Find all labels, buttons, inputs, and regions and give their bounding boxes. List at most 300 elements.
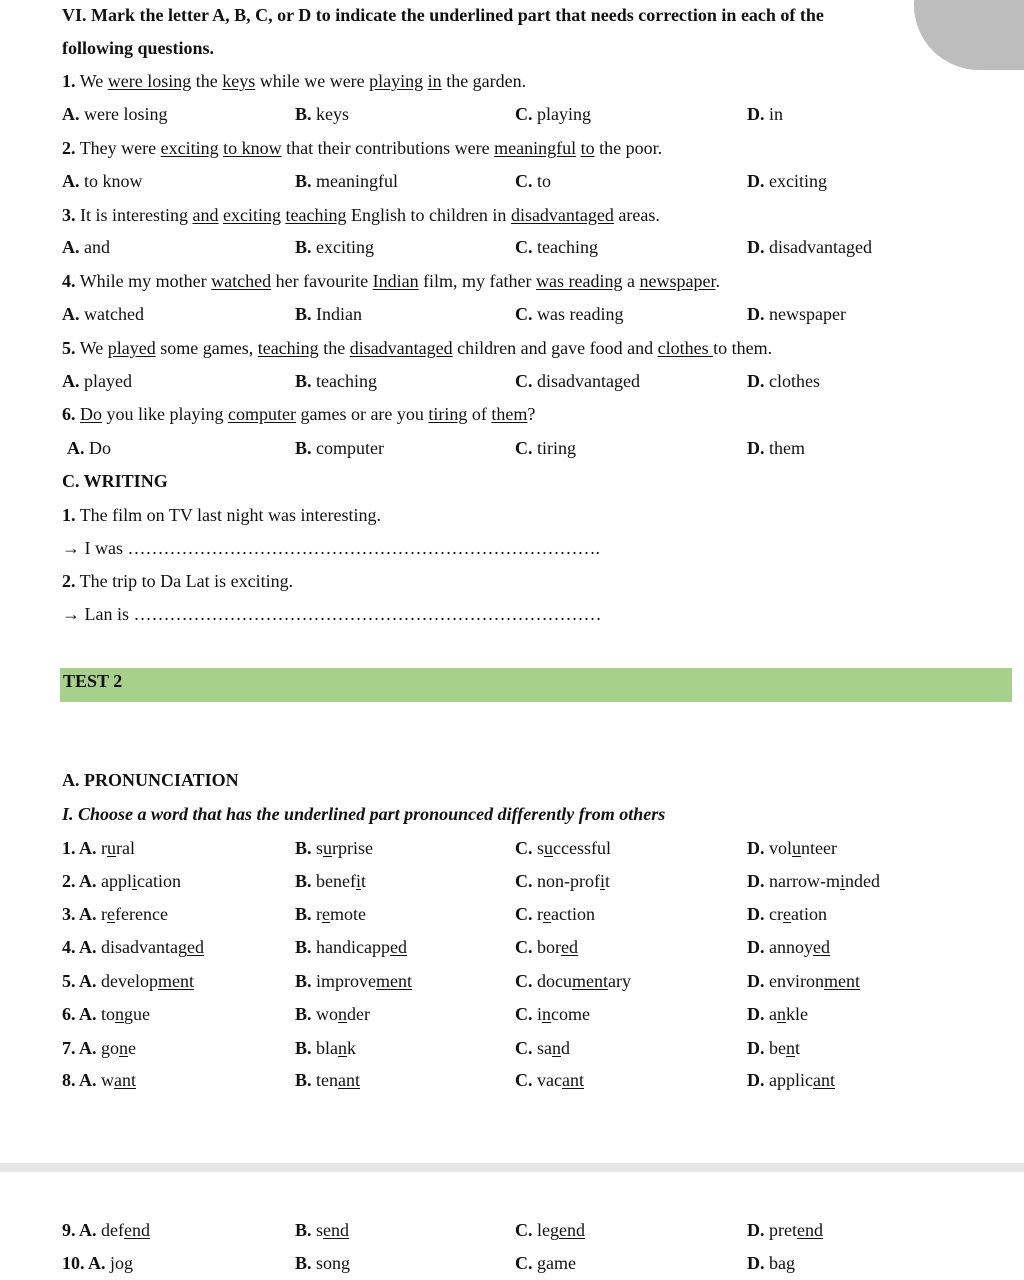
- option-a[interactable]: [62, 303, 144, 325]
- option-value: Do: [84, 438, 111, 458]
- option-letter: C.: [515, 1220, 537, 1240]
- pron-row-9-option-d[interactable]: [747, 1219, 823, 1241]
- word-text: non-prof: [537, 871, 600, 891]
- question-underlined-part: them: [491, 404, 528, 424]
- word-text: appl: [101, 871, 133, 891]
- option-c[interactable]: [515, 170, 551, 192]
- option-d[interactable]: [747, 303, 846, 325]
- page-divider: [0, 1163, 1024, 1172]
- question-text: games or are you: [295, 404, 429, 424]
- pron-row-4-option-d[interactable]: [747, 936, 830, 958]
- arrow-icon: →: [62, 604, 80, 624]
- option-c[interactable]: [515, 103, 591, 125]
- question-text: film, my father: [418, 271, 537, 291]
- option-letter: D.: [747, 371, 765, 391]
- pron-row-10-option-d[interactable]: [747, 1252, 795, 1274]
- word-underlined-part: ant: [114, 1070, 137, 1090]
- word-underlined-part: ed: [187, 937, 204, 957]
- option-letter: D.: [747, 1004, 769, 1024]
- word-text: jog: [110, 1253, 134, 1273]
- option-letter: A.: [62, 171, 80, 191]
- writing-starter: I was: [80, 538, 128, 558]
- word-underlined-part: n: [338, 1038, 348, 1058]
- answer-blank: …………………………………………………………………….: [127, 538, 600, 558]
- word-text: applic: [769, 1070, 813, 1090]
- pron-row-6-option-b[interactable]: [295, 1003, 370, 1025]
- question-underlined-part: teaching: [285, 205, 347, 225]
- word-text: r: [101, 904, 108, 924]
- word-text: docu: [537, 971, 572, 991]
- option-letter: C.: [515, 1004, 537, 1024]
- word-text: e: [128, 1038, 137, 1058]
- option-b[interactable]: [295, 170, 398, 192]
- option-letter: C.: [515, 237, 533, 257]
- option-letter: A.: [62, 371, 80, 391]
- question-number: 4.: [62, 271, 76, 291]
- option-letter: A.: [79, 838, 102, 858]
- writing-sentence-2: [62, 570, 293, 592]
- word-text: improve: [316, 971, 377, 991]
- question-text: We: [79, 338, 108, 358]
- option-value: clothes: [764, 371, 820, 391]
- option-letter: B.: [295, 971, 317, 991]
- word-underlined-part: ment: [823, 971, 860, 991]
- question-underlined-part: disadvantaged: [349, 338, 453, 358]
- word-text: mote: [330, 904, 367, 924]
- word-text: cr: [769, 904, 783, 924]
- writing-starter: Lan is: [80, 604, 134, 624]
- question-underlined-part: tiring: [428, 404, 468, 424]
- option-letter: A.: [79, 1070, 102, 1090]
- option-letter: B.: [295, 371, 312, 391]
- word-underlined-part: g: [786, 1253, 795, 1273]
- question-text: to them.: [713, 338, 773, 358]
- option-letter: C.: [515, 171, 533, 191]
- option-letter: A.: [79, 1038, 102, 1058]
- word-underlined-part: i: [599, 871, 605, 891]
- question-text: .: [715, 271, 720, 291]
- question-underlined-part: were losing: [107, 71, 192, 91]
- option-letter: D.: [747, 904, 769, 924]
- toolbar-overlay: [914, 0, 1024, 70]
- option-letter: B.: [295, 1220, 317, 1240]
- option-letter: B.: [295, 171, 312, 191]
- question-underlined-part: exciting: [222, 205, 281, 225]
- pronunciation-instruction: I. Choose a word that has the underlined part pronounced differently from others: [62, 804, 666, 824]
- question-underlined-part: playing: [369, 71, 424, 91]
- option-letter: D.: [747, 438, 765, 458]
- word-underlined-part: ant: [812, 1070, 835, 1090]
- option-letter: D.: [747, 1220, 769, 1240]
- word-text: t: [795, 1038, 801, 1058]
- option-value: disadvantaged: [764, 237, 872, 257]
- option-letter: B.: [295, 1253, 317, 1273]
- writing-heading: C. WRITING: [62, 471, 168, 491]
- word-text: nteer: [801, 838, 837, 858]
- word-underlined-part: n: [786, 1038, 795, 1058]
- option-c[interactable]: [515, 370, 640, 392]
- word-text: i: [537, 1004, 543, 1024]
- word-text: ten: [316, 1070, 339, 1090]
- option-letter: A.: [67, 438, 85, 458]
- word-text: go: [101, 1038, 120, 1058]
- option-value: them: [764, 438, 805, 458]
- word-underlined-part: end: [796, 1220, 823, 1240]
- option-letter: B.: [295, 1038, 317, 1058]
- option-letter: C.: [515, 1253, 537, 1273]
- writing-sentence: The film on TV last night was interesting.: [75, 505, 381, 525]
- option-b[interactable]: [295, 103, 349, 125]
- pron-row-6-option-a[interactable]: [62, 1003, 150, 1025]
- option-letter: D.: [747, 1038, 769, 1058]
- option-letter: B.: [295, 904, 317, 924]
- option-letter: A.: [79, 971, 102, 991]
- word-text: vol: [769, 838, 793, 858]
- section-title-line1: VI. Mark the letter A, B, C, or D to indicate the underlined part that needs correction in each of the: [62, 5, 824, 25]
- option-a[interactable]: [62, 170, 143, 192]
- question-underlined-part: to: [580, 138, 595, 158]
- option-b[interactable]: [295, 236, 374, 258]
- pron-row-9-option-c[interactable]: [515, 1219, 585, 1241]
- pron-row-7-option-d[interactable]: [747, 1037, 800, 1059]
- writing-number: 2.: [62, 571, 76, 591]
- pron-row-8-option-a[interactable]: [62, 1069, 136, 1091]
- pron-row-2-option-d[interactable]: [747, 870, 880, 892]
- word-underlined-part: u: [323, 838, 333, 858]
- row-number: 6.: [62, 1004, 80, 1024]
- word-text: action: [551, 904, 595, 924]
- word-text: s: [537, 838, 545, 858]
- option-a[interactable]: [67, 437, 111, 459]
- word-underlined-part: ant: [561, 1070, 584, 1090]
- option-value: and: [79, 237, 110, 257]
- pron-row-1-option-b[interactable]: [295, 837, 373, 859]
- question-underlined-part: computer: [227, 404, 296, 424]
- option-value: exciting: [764, 171, 827, 191]
- question-5: [62, 337, 772, 359]
- pron-row-5-option-d[interactable]: [747, 970, 860, 992]
- option-letter: A.: [62, 237, 80, 257]
- word-text: to: [101, 1004, 116, 1024]
- word-underlined-part: n: [119, 1038, 129, 1058]
- word-underlined-part: u: [792, 838, 802, 858]
- option-value: Indian: [311, 304, 362, 324]
- pron-row-1-option-a[interactable]: [62, 837, 135, 859]
- option-letter: B.: [295, 104, 312, 124]
- word-underlined-part: end: [559, 1220, 585, 1240]
- option-d[interactable]: [747, 170, 827, 192]
- pronunciation-heading: A. PRONUNCIATION: [62, 770, 239, 790]
- word-underlined-part: e: [322, 904, 331, 924]
- option-value: playing: [532, 104, 591, 124]
- question-underlined-part: exciting: [160, 138, 219, 158]
- question-number: 6.: [62, 404, 76, 424]
- arrow-icon: →: [62, 538, 80, 558]
- option-letter: A.: [79, 904, 102, 924]
- option-d[interactable]: [747, 437, 805, 459]
- word-text: disadvantag: [101, 937, 187, 957]
- document-page-2: [0, 1172, 1024, 1280]
- option-value: meaningful: [311, 171, 398, 191]
- word-underlined-part: ed: [813, 937, 830, 957]
- pron-row-6-option-c[interactable]: [515, 1003, 590, 1025]
- option-letter: C.: [515, 1038, 537, 1058]
- pron-row-8-option-c[interactable]: [515, 1069, 584, 1091]
- option-value: was reading: [532, 304, 624, 324]
- word-text: bla: [316, 1038, 339, 1058]
- word-underlined-part: n: [115, 1004, 125, 1024]
- pron-row-10-option-c[interactable]: [515, 1252, 576, 1274]
- pron-row-3-option-b[interactable]: [295, 903, 366, 925]
- word-text: ba: [769, 1253, 786, 1273]
- pron-row-3-option-c[interactable]: [515, 903, 595, 925]
- option-b[interactable]: [295, 303, 362, 325]
- question-underlined-part: meaningful: [494, 138, 577, 158]
- word-text: be: [769, 1038, 786, 1058]
- option-letter: B.: [295, 1070, 317, 1090]
- word-text: ame: [546, 1253, 576, 1273]
- question-text: the: [318, 338, 350, 358]
- option-value: in: [764, 104, 784, 124]
- word-text: k: [347, 1038, 357, 1058]
- question-underlined-part: Do: [80, 404, 102, 424]
- word-underlined-part: ment: [158, 971, 194, 991]
- word-underlined-part: u: [544, 838, 554, 858]
- option-value: disadvantaged: [532, 371, 640, 391]
- question-underlined-part: keys: [222, 71, 256, 91]
- option-b[interactable]: [295, 370, 377, 392]
- question-text: her favourite: [271, 271, 373, 291]
- question-text: We: [79, 71, 108, 91]
- writing-answer-2[interactable]: [62, 603, 602, 625]
- word-underlined-part: end: [124, 1220, 150, 1240]
- word-text: nded: [845, 871, 880, 891]
- question-1: [62, 70, 526, 92]
- question-text: of: [467, 404, 492, 424]
- option-letter: A.: [79, 1004, 102, 1024]
- question-6: [62, 403, 535, 425]
- question-text: a: [622, 271, 640, 291]
- pron-row-4-option-c[interactable]: [515, 936, 578, 958]
- word-underlined-part: ed: [561, 937, 578, 957]
- option-value: tiring: [532, 438, 576, 458]
- word-text: t: [361, 871, 367, 891]
- pron-row-2-option-b[interactable]: [295, 870, 366, 892]
- option-letter: D.: [747, 937, 769, 957]
- pron-row-3-option-a[interactable]: [62, 903, 168, 925]
- word-text: w: [101, 1070, 115, 1090]
- pron-row-4-option-a[interactable]: [62, 936, 204, 958]
- word-underlined-part: i: [132, 871, 138, 891]
- pron-row-3-option-d[interactable]: [747, 903, 827, 925]
- option-value: played: [79, 371, 132, 391]
- option-letter: B.: [295, 838, 317, 858]
- question-number: 5.: [62, 338, 76, 358]
- test-2-label: TEST 2: [63, 671, 123, 691]
- row-number: 8.: [62, 1070, 80, 1090]
- question-underlined-part: was reading: [536, 271, 623, 291]
- option-value: were losing: [79, 104, 168, 124]
- option-letter: B.: [295, 937, 317, 957]
- question-text: While my mother: [79, 271, 212, 291]
- word-underlined-part: e: [782, 904, 791, 924]
- word-underlined-part: i: [839, 871, 845, 891]
- option-d[interactable]: [747, 103, 783, 125]
- section-title-line2: following questions.: [62, 38, 215, 58]
- pron-row-5-option-b[interactable]: [295, 970, 412, 992]
- question-number: 3.: [62, 205, 76, 225]
- pron-row-10-option-a[interactable]: [62, 1252, 133, 1274]
- word-text: bor: [537, 937, 561, 957]
- row-number: 4.: [62, 937, 80, 957]
- row-number: 5.: [62, 971, 80, 991]
- option-value: exciting: [311, 237, 374, 257]
- word-text: d: [561, 1038, 570, 1058]
- question-text: that their contributions were: [281, 138, 495, 158]
- writing-number: 1.: [62, 505, 76, 525]
- word-underlined-part: ed: [389, 937, 407, 957]
- pron-row-9-option-a[interactable]: [62, 1219, 150, 1241]
- pron-row-1-option-c[interactable]: [515, 837, 611, 859]
- word-underlined-part: ment: [376, 971, 413, 991]
- option-d[interactable]: [747, 236, 872, 258]
- word-underlined-part: ment: [572, 971, 608, 991]
- question-underlined-part: clothes: [657, 338, 714, 358]
- question-underlined-part: and: [192, 205, 219, 225]
- question-text: you like playing: [102, 404, 228, 424]
- option-letter: D.: [747, 1253, 769, 1273]
- word-text: r: [316, 904, 323, 924]
- question-text: while we were: [255, 71, 370, 91]
- word-text: s: [316, 838, 324, 858]
- word-text: cation: [137, 871, 182, 891]
- pron-row-8-option-d[interactable]: [747, 1069, 835, 1091]
- row-number: 10.: [62, 1253, 89, 1273]
- word-text: r: [101, 838, 108, 858]
- word-text: a: [769, 1004, 777, 1024]
- question-number: 2.: [62, 138, 76, 158]
- option-letter: C.: [515, 904, 537, 924]
- pron-row-2-option-c[interactable]: [515, 870, 610, 892]
- word-text: ccessful: [553, 838, 611, 858]
- pron-row-8-option-b[interactable]: [295, 1069, 360, 1091]
- pron-row-2-option-a[interactable]: [62, 870, 181, 892]
- pron-row-6-option-d[interactable]: [747, 1003, 808, 1025]
- row-number: 3.: [62, 904, 80, 924]
- word-underlined-part: e: [107, 904, 116, 924]
- question-number: 1.: [62, 71, 76, 91]
- question-underlined-part: to know: [223, 138, 282, 158]
- option-letter: B.: [295, 1004, 317, 1024]
- option-d[interactable]: [747, 370, 820, 392]
- word-text: annoy: [769, 937, 813, 957]
- option-letter: B.: [295, 438, 312, 458]
- word-underlined-part: n: [338, 1004, 348, 1024]
- pron-row-1-option-d[interactable]: [747, 837, 837, 859]
- option-a[interactable]: [62, 370, 132, 392]
- option-value: teaching: [532, 237, 598, 257]
- option-letter: D.: [747, 171, 765, 191]
- question-underlined-part: in: [427, 71, 442, 91]
- word-text: come: [551, 1004, 590, 1024]
- option-letter: C.: [515, 1070, 537, 1090]
- pron-row-7-option-b[interactable]: [295, 1037, 356, 1059]
- word-text: son: [316, 1253, 342, 1273]
- question-text: ?: [527, 404, 536, 424]
- test-2-banner: [60, 668, 1012, 702]
- option-letter: D.: [747, 304, 765, 324]
- pron-row-7-option-a[interactable]: [62, 1037, 136, 1059]
- question-text: It is interesting: [80, 205, 193, 225]
- pron-row-5-option-a[interactable]: [62, 970, 194, 992]
- word-text: r: [537, 904, 543, 924]
- option-letter: A.: [62, 304, 80, 324]
- word-text: narrow-m: [769, 871, 840, 891]
- word-text: der: [347, 1004, 370, 1024]
- word-underlined-part: u: [107, 838, 117, 858]
- option-letter: C.: [515, 838, 537, 858]
- option-value: to know: [79, 171, 143, 191]
- word-text: ral: [116, 838, 135, 858]
- word-underlined-part: g: [537, 1253, 546, 1273]
- word-text: t: [605, 871, 611, 891]
- row-number: 9.: [62, 1220, 80, 1240]
- option-letter: D.: [747, 237, 765, 257]
- option-letter: B.: [295, 871, 317, 891]
- option-letter: C.: [515, 971, 537, 991]
- option-value: teaching: [311, 371, 377, 391]
- question-text: children and gave food and: [452, 338, 658, 358]
- word-text: def: [101, 1220, 124, 1240]
- option-a[interactable]: [62, 236, 110, 258]
- pron-row-7-option-c[interactable]: [515, 1037, 570, 1059]
- question-text: some games,: [155, 338, 258, 358]
- pron-row-10-option-b[interactable]: [295, 1252, 350, 1274]
- pron-row-9-option-b[interactable]: [295, 1219, 349, 1241]
- word-text: ference: [115, 904, 168, 924]
- question-underlined-part: teaching: [257, 338, 319, 358]
- option-a[interactable]: [62, 103, 167, 125]
- question-4: [62, 270, 720, 292]
- question-text: They were: [79, 138, 161, 158]
- pron-row-4-option-b[interactable]: [295, 936, 407, 958]
- option-c[interactable]: [515, 437, 576, 459]
- word-underlined-part: n: [777, 1004, 786, 1024]
- question-underlined-part: Indian: [372, 271, 419, 291]
- option-b[interactable]: [295, 437, 384, 459]
- word-underlined-part: i: [356, 871, 362, 891]
- question-text: areas.: [613, 205, 660, 225]
- question-text: the garden.: [441, 71, 527, 91]
- option-c[interactable]: [515, 236, 598, 258]
- word-text: pret: [769, 1220, 797, 1240]
- option-letter: A.: [79, 937, 102, 957]
- pron-row-5-option-c[interactable]: [515, 970, 631, 992]
- word-text: handicapp: [316, 937, 390, 957]
- word-text: rprise: [332, 838, 374, 858]
- option-letter: C.: [515, 371, 533, 391]
- writing-answer-1[interactable]: [62, 537, 600, 559]
- question-underlined-part: played: [107, 338, 156, 358]
- word-underlined-part: n: [552, 1038, 561, 1058]
- word-underlined-part: n: [542, 1004, 552, 1024]
- option-value: computer: [311, 438, 384, 458]
- word-text: ation: [790, 904, 827, 924]
- option-c[interactable]: [515, 303, 623, 325]
- question-underlined-part: watched: [211, 271, 272, 291]
- word-underlined-part: g: [341, 1253, 351, 1273]
- writing-sentence-1: [62, 504, 381, 526]
